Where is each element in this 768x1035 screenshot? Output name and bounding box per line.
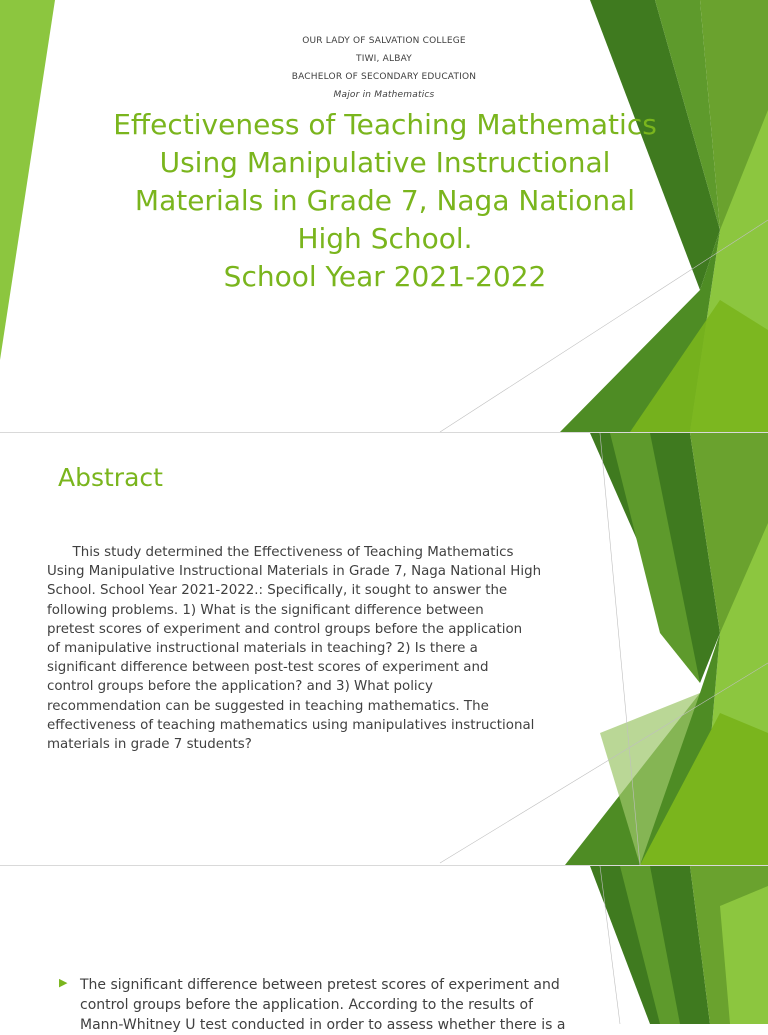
- slide-results: [0, 866, 768, 1033]
- title-line: Effectiveness of Teaching Mathematics: [113, 108, 657, 141]
- abstract-line: effectiveness of teaching mathematics using manipulatives instructional: [47, 717, 535, 733]
- bullet-line: Mann-Whitney U test conducted in order to assess whether there is a: [80, 1017, 566, 1033]
- abstract-line: Using Manipulative Instructional Materials in Grade 7, Naga National High: [47, 564, 542, 580]
- bullet-line: The significant difference between pretest scores of experiment and: [80, 977, 560, 993]
- slide-title: [0, 0, 768, 432]
- program-name: BACHELOR OF SECONDARY EDUCATION: [291, 72, 477, 82]
- abstract-line: of manipulative instructional materials in teaching? 2) Is there a: [47, 641, 478, 657]
- college-name: OUR LADY OF SALVATION COLLEGE: [302, 36, 466, 46]
- title-line: Materials in Grade 7, Naga National: [134, 184, 636, 217]
- title-line: High School.: [297, 222, 473, 255]
- abstract-line: materials in grade 7 students?: [47, 737, 252, 753]
- abstract-line: School. School Year 2021-2022.: Specifically, it sought to answer the: [47, 583, 508, 599]
- abstract-line: pretest scores of experiment and control groups before the application: [47, 621, 523, 637]
- bullet-line: control groups before the application. According to the results of: [80, 997, 534, 1013]
- slide-abstract: [0, 433, 768, 865]
- slide-title-text: [40, 106, 730, 296]
- title-line: Using Manipulative Instructional: [159, 146, 611, 179]
- bullet-text: [80, 975, 600, 1035]
- triangle-bullet-icon: ▶: [59, 976, 68, 989]
- abstract-line: following problems. 1) What is the significant difference between: [47, 602, 484, 618]
- college-location: TIWI, ALBAY: [356, 54, 412, 64]
- abstract-heading: Abstract: [58, 463, 163, 492]
- abstract-line: This study determined the Effectiveness of Teaching Mathematics: [47, 545, 514, 560]
- major-name: Major in Mathematics: [333, 90, 435, 100]
- abstract-line: recommendation can be suggested in teaching mathematics. The: [47, 698, 489, 714]
- title-line: School Year 2021-2022: [223, 260, 547, 293]
- abstract-line: significant difference between post-test scores of experiment and: [47, 660, 489, 676]
- abstract-line: control groups before the application? and 3) What policy: [47, 679, 433, 695]
- abstract-body: [47, 543, 587, 754]
